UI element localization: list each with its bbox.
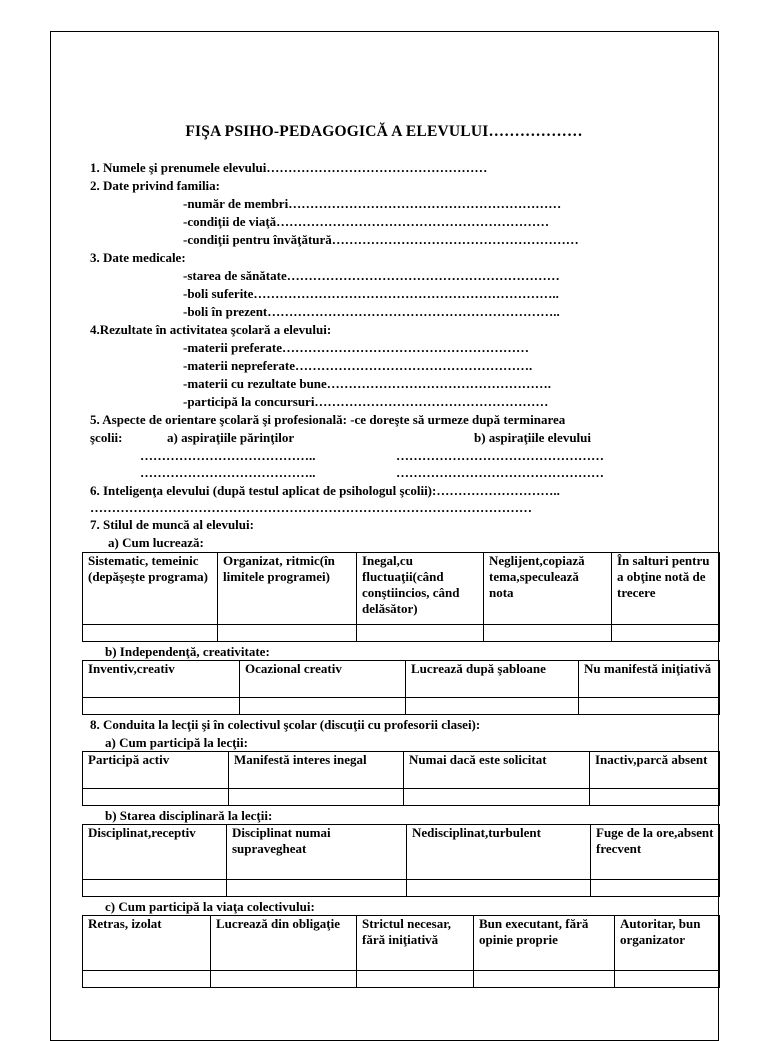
orientation-heading: 5. Aspecte de orientare şcolară şi profesională: -ce doreşte să urmeze după terminarea (90, 412, 566, 427)
collective-option: Bun executant, fără opinie proprie (474, 916, 615, 971)
participation-table (82, 751, 720, 806)
work-style-answer-cell[interactable] (218, 625, 357, 642)
independence-option: Ocazional creativ (240, 661, 406, 698)
participation-answer-cell[interactable] (83, 789, 229, 806)
health-state-field: -starea de sănătate……………………………………………………… (183, 268, 560, 283)
discipline-option: Nedisciplinat,turbulent (407, 825, 591, 880)
independence-answer-cell[interactable] (83, 698, 240, 715)
work-style-heading: 7. Stilul de muncă al elevului: (90, 517, 254, 532)
independence-option: Lucrează după şabloane (406, 661, 579, 698)
student-aspirations-label: b) aspiraţiile elevului (474, 430, 591, 445)
parents-aspirations-dots-2: ………………………………….. (140, 465, 316, 480)
participation-option: Manifestă interes inegal (229, 752, 404, 789)
collective-answer-cell[interactable] (211, 971, 357, 988)
lesson-participation-label: a) Cum participă la lecţii: (105, 735, 248, 750)
collective-answer-cell[interactable] (83, 971, 211, 988)
discipline-option: Disciplinat,receptiv (83, 825, 227, 880)
work-style-option: În salturi pentru a obţine notă de trecere (612, 553, 720, 625)
discipline-answer-cell[interactable] (227, 880, 407, 897)
participation-option: Inactiv,parcă absent (590, 752, 720, 789)
nonpreferred-subjects-field: -materii nepreferate………………………………………………. (183, 358, 533, 373)
independence-label: b) Independenţă, creativitate: (105, 644, 270, 659)
student-aspirations-dots-2: ………………………………………… (396, 465, 604, 480)
independence-answer-cell[interactable] (406, 698, 579, 715)
collective-answer-cell[interactable] (357, 971, 474, 988)
participation-answer-cell[interactable] (229, 789, 404, 806)
form-title: FIŞA PSIHO-PEDAGOGICĂ A ELEVULUI……………… (185, 123, 583, 140)
participation-answer-cell[interactable] (590, 789, 720, 806)
contests-field: -participă la concursuri……………………………………………… (183, 394, 549, 409)
study-conditions-field: -condiţii pentru învăţătură………………………………………………… (183, 232, 579, 247)
participation-answer-cell[interactable] (404, 789, 590, 806)
collective-option: Lucrează din obligaţie (211, 916, 357, 971)
discipline-table (82, 824, 720, 897)
family-heading: 2. Date privind familia: (90, 178, 220, 193)
collective-option: Retras, izolat (83, 916, 211, 971)
collective-answer-cell[interactable] (615, 971, 720, 988)
work-style-answer-cell[interactable] (357, 625, 484, 642)
independence-option: Nu manifestă iniţiativă (579, 661, 720, 698)
work-style-answer-cell[interactable] (83, 625, 218, 642)
school-results-heading: 4.Rezultate în activitatea şcolară a elevului: (90, 322, 332, 337)
collective-option: Strictul necesar, fără iniţiativă (357, 916, 474, 971)
intelligence-dots: ………………………………………………………………………………………… (90, 500, 532, 515)
work-style-answer-cell[interactable] (484, 625, 612, 642)
collective-answer-cell[interactable] (474, 971, 615, 988)
independence-table (82, 660, 720, 715)
work-style-option: Sistematic, temeinic (depăşeşte programa) (83, 553, 218, 625)
conduct-heading: 8. Conduita la lecţii şi în colectivul şcolar (discuţii cu profesorii clasei): (90, 717, 481, 732)
past-illnesses-field: -boli suferite…………………………………………………………….. (183, 286, 559, 301)
student-aspirations-dots-1: ………………………………………… (396, 448, 604, 463)
discipline-option: Disciplinat numai supravegheat (227, 825, 407, 880)
work-style-table (82, 552, 720, 642)
work-style-option: Neglijent,copiază tema,speculează nota (484, 553, 612, 625)
work-style-option: Inegal,cu fluctuaţii(când conştiincios, când delăsător) (357, 553, 484, 625)
how-works-label: a) Cum lucrează: (108, 535, 204, 550)
good-results-subjects-field: -materii cu rezultate bune……………………………………………. (183, 376, 552, 391)
discipline-answer-cell[interactable] (407, 880, 591, 897)
orientation-school-label: şcolii: (90, 430, 123, 445)
living-conditions-field: -condiţii de viaţă……………………………………………………… (183, 214, 550, 229)
collective-label: c) Cum participă la viaţa colectivului: (105, 899, 315, 914)
student-name-field: 1. Numele şi prenumele elevului…………………………………………… (90, 160, 488, 175)
participation-option: Numai dacă este solicitat (404, 752, 590, 789)
participation-option: Participă activ (83, 752, 229, 789)
work-style-option: Organizat, ritmic(în limitele programei) (218, 553, 357, 625)
discipline-option: Fuge de la ore,absent frecvent (591, 825, 720, 880)
independence-option: Inventiv,creativ (83, 661, 240, 698)
independence-answer-cell[interactable] (240, 698, 406, 715)
collective-table (82, 915, 720, 988)
family-members-field: -număr de membri……………………………………………………… (183, 196, 562, 211)
parents-aspirations-label: a) aspiraţiile părinţilor (167, 430, 295, 445)
collective-option: Autoritar, bun organizator (615, 916, 720, 971)
discipline-label: b) Starea disciplinară la lecţii: (105, 808, 273, 823)
discipline-answer-cell[interactable] (83, 880, 227, 897)
parents-aspirations-dots-1: ………………………………….. (140, 448, 316, 463)
independence-answer-cell[interactable] (579, 698, 720, 715)
current-illnesses-field: -boli în prezent………………………………………………………….. (183, 304, 560, 319)
discipline-answer-cell[interactable] (591, 880, 720, 897)
intelligence-field: 6. Inteligenţa elevului (după testul aplicat de psihologul şcolii):……………………….. (90, 483, 560, 498)
preferred-subjects-field: -materii preferate………………………………………………… (183, 340, 530, 355)
medical-heading: 3. Date medicale: (90, 250, 186, 265)
work-style-answer-cell[interactable] (612, 625, 720, 642)
